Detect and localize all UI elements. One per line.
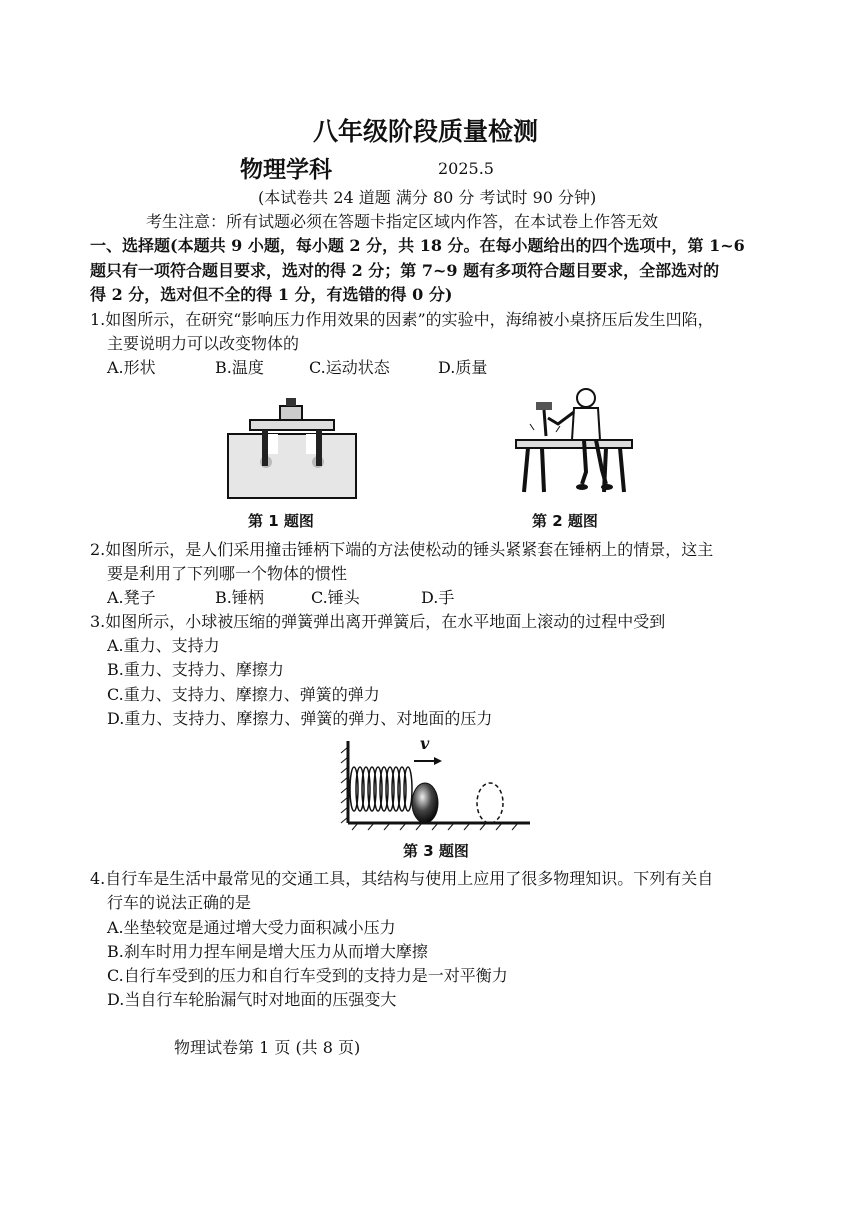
q1-stem-line2: 主要说明力可以改变物体的 [107,334,300,353]
q2-option-d: D.手 [421,588,455,607]
q1-option-b: B.温度 [215,358,264,377]
figure-2-caption: 第 2 题图 [532,512,598,530]
q2-stem-line2: 要是利用了下列哪一个物体的惯性 [107,564,348,583]
q4-stem-line1: 4.自行车是生活中最常见的交通工具，其结构与使用上应用了很多物理知识。下列有关自 [90,869,714,888]
q4-option-b: B.刹车时用力捏车闸是增大压力从而增大摩擦 [107,942,428,961]
q2-option-c: C.锤头 [311,588,360,607]
q1-option-c: C.运动状态 [309,358,390,377]
page-title: 八年级阶段质量检测 [313,117,539,146]
q1-option-a: A.形状 [107,358,156,377]
q2-stem-line1: 2.如图所示，是人们采用撞击锤柄下端的方法使松动的锤头紧紧套在锤柄上的情景，这主 [90,540,714,559]
q4-option-c: C.自行车受到的压力和自行车受到的支持力是一对平衡力 [107,966,508,985]
figure-1-caption: 第 1 题图 [248,512,314,530]
q2-option-b: B.锤柄 [215,588,264,607]
q4-option-d: D.当自行车轮胎漏气时对地面的压强变大 [107,990,397,1009]
q3-option-d: D.重力、支持力、摩擦力、弹簧的弹力、对地面的压力 [107,709,493,728]
subject-label: 物理学科 [240,157,332,183]
q1-stem-line1: 1.如图所示，在研究“影响压力作用效果的因素”的实验中，海绵被小桌挤压后发生凹陷， [90,310,714,329]
q3-option-c: C.重力、支持力、摩擦力、弹簧的弹力 [107,685,380,704]
exam-notice: 考生注意：所有试题必须在答题卡指定区域内作答，在本试卷上作答无效 [146,212,659,231]
figure-2-hammer-bench [512,384,637,499]
section-heading-line1: 一、选择题(本题共 9 小题，每小题 2 分，共 18 分。在每小题给出的四个选项中，第 1~6 [90,236,745,255]
velocity-label: v [420,734,430,753]
q3-option-b: B.重力、支持力、摩擦力 [107,660,284,679]
q2-option-a: A.凳子 [107,588,156,607]
q1-option-d: D.质量 [438,358,488,377]
q3-option-a: A.重力、支持力 [107,636,220,655]
exam-info: (本试卷共 24 道题 满分 80 分 考试时 90 分钟) [258,188,597,207]
page-footer: 物理试卷第 1 页 (共 8 页) [174,1038,361,1057]
section-heading-line3: 得 2 分，选对但不全的得 1 分，有选错的得 0 分) [90,285,453,304]
figure-1-table-on-sponge [222,390,362,502]
figure-3-spring-ball [338,733,534,833]
q4-option-a: A.坐垫较宽是通过增大受力面积减小压力 [107,918,396,937]
exam-date: 2025.5 [438,159,494,178]
section-heading-line2: 题只有一项符合题目要求，选对的得 2 分；第 7~9 题有多项符合题目要求，全部选对的 [90,261,720,280]
q3-stem-line1: 3.如图所示，小球被压缩的弹簧弹出离开弹簧后，在水平地面上滚动的过程中受到 [90,612,666,631]
q4-stem-line2: 行车的说法正确的是 [107,893,252,912]
figure-3-caption: 第 3 题图 [403,842,469,860]
